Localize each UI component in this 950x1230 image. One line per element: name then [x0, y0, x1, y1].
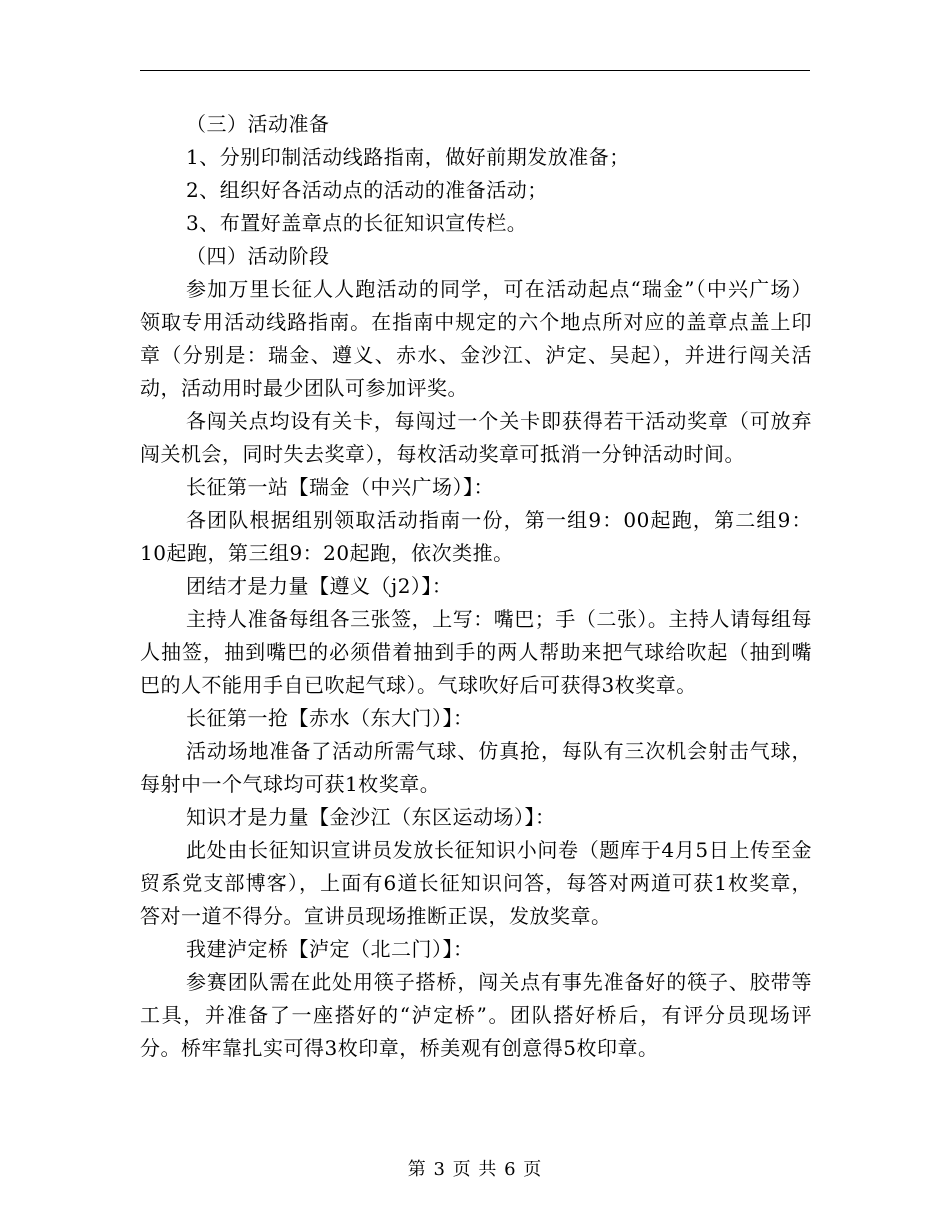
page-footer: 第 3 页 共 6 页 — [407, 1159, 543, 1180]
paragraph: 各团队根据组别领取活动指南一份，第一组9：00起跑，第二组9：10起跑，第三组9：20起跑，依次类推。 — [140, 508, 812, 565]
paragraph: 各闯关点均设有关卡，每闯过一个关卡即获得若干活动奖章（可放弃闯关机会，同时失去奖章），每枚活动奖章可抵消一分钟活动时间。 — [140, 409, 812, 466]
header-rule — [140, 70, 810, 71]
stage-heading: 知识才是力量【金沙江（东区运动场）】： — [186, 805, 556, 829]
stage-heading: 团结才是力量【遵义（j2）】： — [186, 574, 453, 598]
paragraph: 主持人准备每组各三张签，上写：嘴巴；手（二张）。主持人请每组每人抽签，抽到嘴巴的必须借着抽到手的两人帮助来把气球给吹起（抽到嘴巴的人不能用手自已吹起气球）。气球吹好后可获得3枚奖章。 — [140, 607, 812, 697]
list-item: 2、组织好各活动点的活动的准备活动； — [186, 178, 548, 202]
paragraph: 活动场地准备了活动所需气球、仿真抢，每队有三次机会射击气球，每射中一个气球均可获1枚奖章。 — [140, 739, 812, 796]
paragraph: 参赛团队需在此处用筷子搭桥，闯关点有事先准备好的筷子、胶带等工具，并准备了一座搭好的“泸定桥”。团队搭好桥后，有评分员现场评分。桥牢靠扎实可得3枚印章，桥美观有创意得5枚印章。 — [140, 970, 812, 1060]
stage-heading: 长征第一抢【赤水（东大门）】： — [186, 706, 474, 730]
section-heading-preparation: （三）活动准备 — [186, 112, 330, 136]
list-item: 1、分别印制活动线路指南，做好前期发放准备； — [186, 145, 630, 169]
paragraph: 参加万里长征人人跑活动的同学，可在活动起点“瑞金”（中兴广场）领取专用活动线路指南。在指南中规定的六个地点所对应的盖章点盖上印章（分别是：瑞金、遵义、赤水、金沙江、泸定、吴起），并进行闯关活动，活动用时最少团队可参加评奖。 — [140, 277, 812, 400]
stage-heading: 长征第一站【瑞金（中兴广场）】： — [186, 475, 494, 499]
list-item: 3、布置好盖章点的长征知识宣传栏。 — [186, 211, 528, 235]
stage-heading: 我建泸定桥【泸定（北二门）】： — [186, 937, 474, 961]
paragraph: 此处由长征知识宣讲员发放长征知识小问卷（题库于4月5日上传至金贸系党支部博客），上面有6道长征知识问答，每答对两道可获1枚奖章，答对一道不得分。宣讲员现场推断正误，发放奖章。 — [140, 838, 812, 928]
document-body — [140, 108, 812, 1065]
section-heading-stages: （四）活动阶段 — [186, 244, 330, 268]
